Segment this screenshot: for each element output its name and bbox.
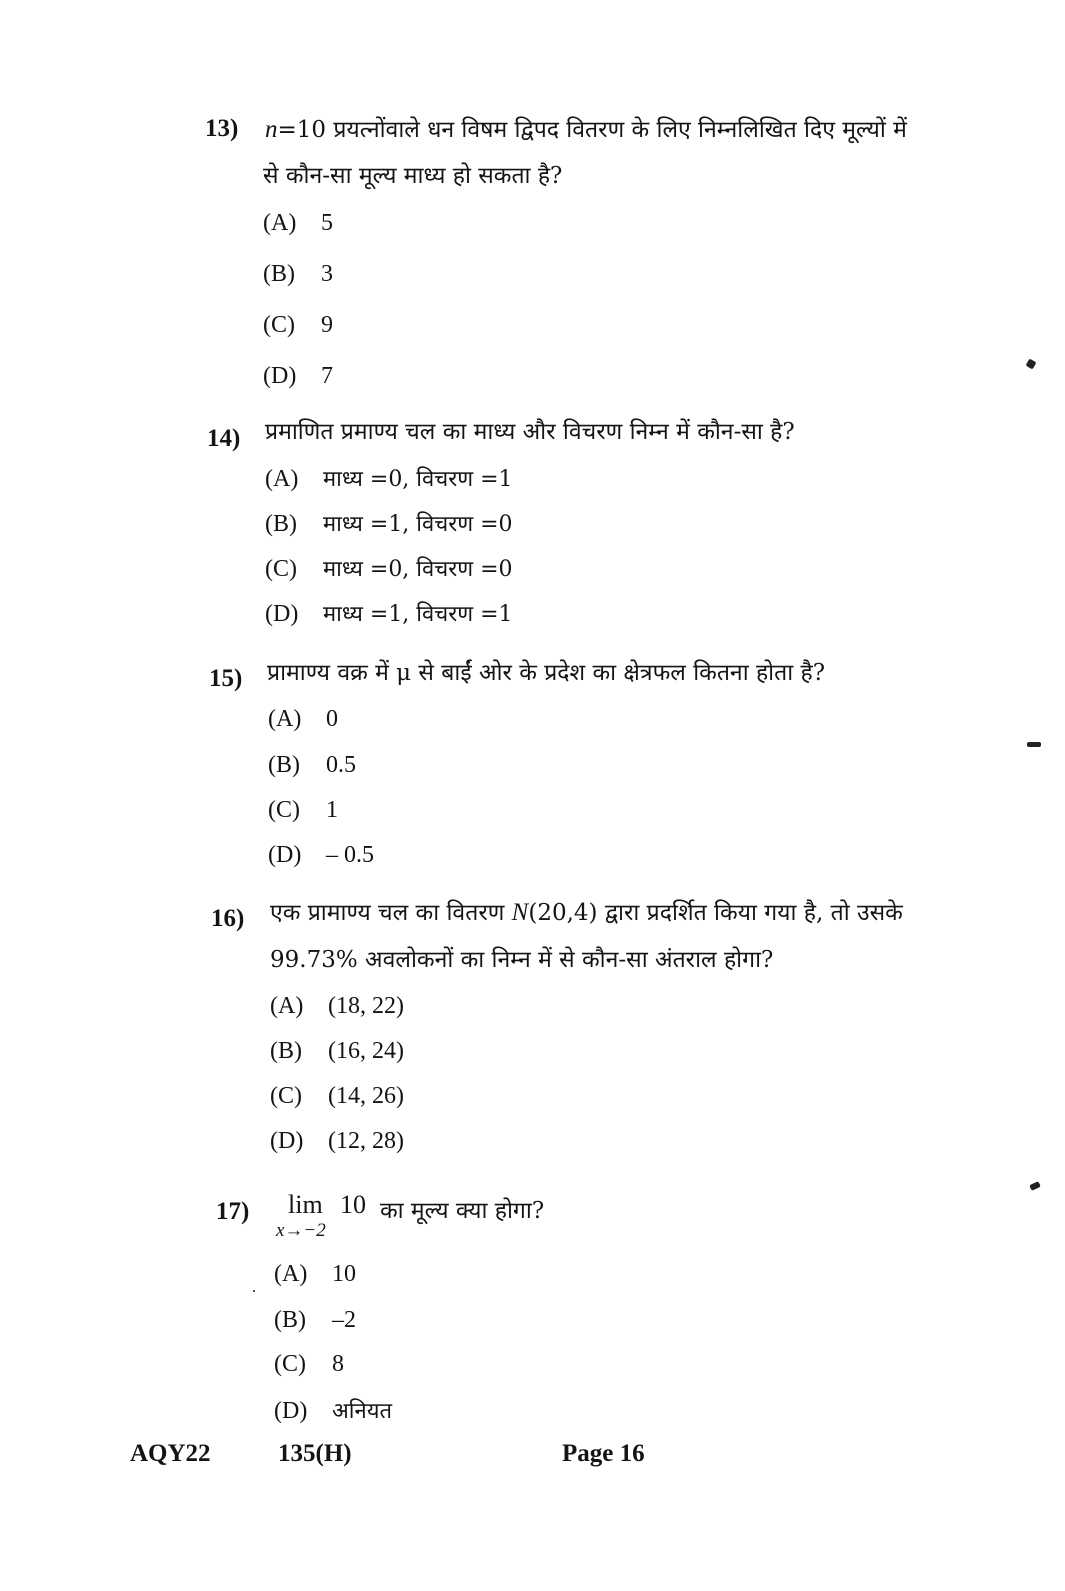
option bbox=[274, 1351, 344, 1378]
option bbox=[274, 1261, 356, 1288]
option bbox=[265, 553, 513, 583]
footer-code: AQY22 bbox=[130, 1440, 211, 1467]
option bbox=[274, 1395, 392, 1425]
option bbox=[263, 312, 333, 339]
option-value: माध्य =0, विचरण =0 bbox=[323, 557, 513, 582]
option-value: 1 bbox=[326, 797, 338, 823]
option-label: (B) bbox=[274, 1307, 306, 1333]
option bbox=[263, 363, 333, 390]
option-value: (18, 22) bbox=[328, 993, 404, 1019]
option-label: (A) bbox=[263, 210, 297, 236]
question-text-line2: 99.73% अवलोकनों का निम्न में से कौन-सा अंतराल होगा? bbox=[270, 947, 774, 973]
option bbox=[270, 1128, 404, 1155]
option bbox=[265, 463, 513, 493]
question-text: का मूल्य क्या होगा? bbox=[380, 1198, 545, 1224]
option bbox=[274, 1307, 356, 1334]
footer-paper: 135(H) bbox=[278, 1440, 352, 1467]
question-variable: N bbox=[511, 899, 529, 926]
option bbox=[268, 842, 374, 869]
option-value: माध्य =1, विचरण =1 bbox=[323, 602, 513, 627]
option-label: (C) bbox=[270, 1083, 302, 1109]
limit-word: lim bbox=[288, 1190, 323, 1219]
question-number: 14) bbox=[207, 425, 241, 452]
option-value: 10 bbox=[332, 1261, 356, 1287]
option bbox=[268, 706, 338, 733]
option-value: 7 bbox=[321, 363, 333, 389]
option bbox=[270, 1083, 404, 1110]
option-value: 8 bbox=[332, 1351, 344, 1377]
option bbox=[263, 261, 333, 288]
question-text: प्रमाणित प्रमाण्य चल का माध्य और विचरण निम्न में कौन-सा है? bbox=[265, 419, 795, 445]
option-value: 9 bbox=[321, 312, 333, 338]
option-value: माध्य =1, विचरण =0 bbox=[323, 512, 513, 537]
option-value: – 0.5 bbox=[326, 842, 374, 868]
option-label: (C) bbox=[274, 1351, 306, 1377]
question-number: 13) bbox=[205, 115, 239, 142]
limit-value: 10 bbox=[340, 1190, 366, 1219]
limit-subscript: x→−2 bbox=[276, 1220, 326, 1241]
option-value: –2 bbox=[332, 1307, 356, 1333]
scan-speck bbox=[1026, 359, 1037, 370]
option-label: (D) bbox=[263, 363, 297, 389]
option-value: 0.5 bbox=[326, 752, 356, 778]
option-value: 3 bbox=[321, 261, 333, 287]
question-variable: n bbox=[265, 116, 278, 143]
scan-speck bbox=[253, 1290, 255, 1292]
option-label: (B) bbox=[270, 1038, 302, 1064]
option-label: (B) bbox=[263, 261, 295, 287]
option-value: 5 bbox=[321, 210, 333, 236]
option-label: (A) bbox=[265, 466, 299, 492]
option-label: (A) bbox=[268, 706, 302, 732]
option-label: (A) bbox=[274, 1261, 308, 1287]
option bbox=[268, 752, 356, 779]
option-value: (14, 26) bbox=[328, 1083, 404, 1109]
option bbox=[270, 993, 404, 1020]
option-label: (D) bbox=[268, 842, 302, 868]
question-text-line1: =10 प्रयत्नोंवाले धन विषम द्विपद वितरण के लिए निम्नलिखित दिए मूल्यों में bbox=[277, 117, 907, 143]
option-label: (D) bbox=[274, 1398, 308, 1424]
scan-speck bbox=[1027, 742, 1041, 747]
option-value: (12, 28) bbox=[328, 1128, 404, 1154]
option-label: (C) bbox=[268, 797, 300, 823]
option-label: (C) bbox=[263, 312, 295, 338]
option-label: (C) bbox=[265, 556, 297, 582]
option-label: (B) bbox=[268, 752, 300, 778]
option-value: (16, 24) bbox=[328, 1038, 404, 1064]
option bbox=[270, 1038, 404, 1065]
question-number: 17) bbox=[216, 1198, 250, 1225]
question-text-line2: से कौन-सा मूल्य माध्य हो सकता है? bbox=[263, 163, 563, 189]
question-text: प्रामाण्य वक्र में μ से बाईं ओर के प्रदेश का क्षेत्रफल कितना होता है? bbox=[267, 660, 826, 686]
option-label: (D) bbox=[265, 601, 299, 627]
footer-page-number: Page 16 bbox=[562, 1440, 645, 1467]
question-text-part: (20,4) द्वारा प्रदर्शित किया गया है, तो उसके bbox=[528, 900, 903, 926]
option bbox=[263, 210, 333, 237]
option bbox=[265, 598, 513, 628]
question-text bbox=[265, 112, 907, 144]
scan-speck bbox=[1029, 1181, 1041, 1191]
option-value: 0 bbox=[326, 706, 338, 732]
option bbox=[268, 797, 338, 824]
option-value: अनियत bbox=[332, 1399, 393, 1424]
option bbox=[265, 508, 513, 538]
option-label: (B) bbox=[265, 511, 297, 537]
option-label: (A) bbox=[270, 993, 304, 1019]
option-label: (D) bbox=[270, 1128, 304, 1154]
option-value: माध्य =0, विचरण =1 bbox=[323, 467, 513, 492]
question-text-part: एक प्रामाण्य चल का वितरण bbox=[270, 900, 512, 926]
question-number: 16) bbox=[211, 905, 245, 932]
question-text bbox=[270, 895, 903, 927]
question-number: 15) bbox=[209, 665, 243, 692]
